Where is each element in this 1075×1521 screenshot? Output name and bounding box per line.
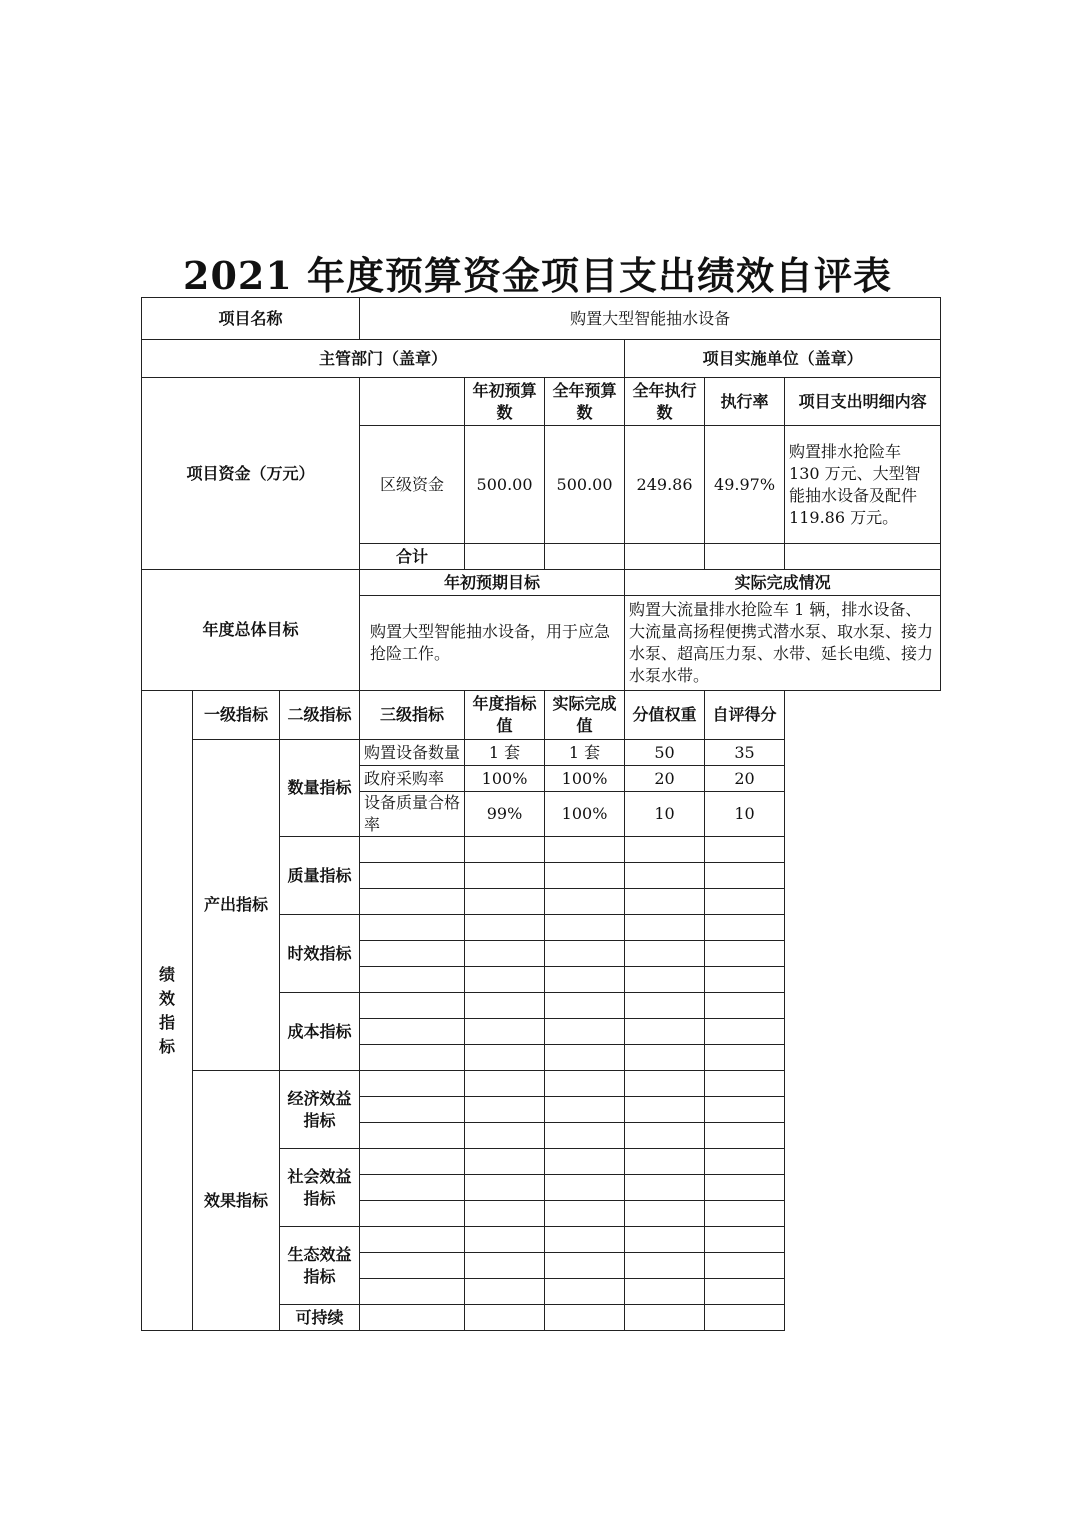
unit-label: 项目实施单位（盖章） — [625, 340, 941, 378]
empty-cell — [705, 1227, 785, 1253]
empty-cell — [465, 1097, 545, 1123]
empty-cell — [545, 1097, 625, 1123]
empty-cell — [705, 941, 785, 967]
empty-cell — [625, 1123, 705, 1149]
empty-cell — [465, 1305, 545, 1331]
empty-cell — [705, 1201, 785, 1227]
empty-cell — [625, 1071, 705, 1097]
funds-initial-budget: 500.00 — [465, 426, 545, 544]
empty-cell — [625, 837, 705, 863]
funds-blank-header — [360, 378, 465, 426]
empty-cell — [465, 967, 545, 993]
funds-label: 项目资金（万元） — [142, 378, 360, 570]
empty-cell — [360, 1149, 465, 1175]
level2-cost: 成本指标 — [280, 993, 360, 1071]
empty-cell — [625, 1097, 705, 1123]
row-actual: 100% — [545, 792, 625, 837]
empty-cell — [625, 889, 705, 915]
empty-cell — [625, 1227, 705, 1253]
empty-cell — [465, 1123, 545, 1149]
empty-cell — [545, 1045, 625, 1071]
empty-cell — [545, 1123, 625, 1149]
row-weight: 10 — [625, 792, 705, 837]
empty-cell — [465, 915, 545, 941]
empty-cell — [545, 1071, 625, 1097]
funds-header-annual-budget: 全年预算数 — [545, 378, 625, 426]
indicators-section-label: 绩效指标 — [142, 691, 193, 1331]
empty-cell — [545, 941, 625, 967]
empty-cell — [360, 1279, 465, 1305]
empty-cell — [360, 993, 465, 1019]
goal-expected: 购置大型智能抽水设备，用于应急抢险工作。 — [360, 596, 625, 691]
page-title: 2021 年度预算资金项目支出绩效自评表 — [183, 253, 892, 298]
header-score: 自评得分 — [705, 691, 785, 740]
header-weight: 分值权重 — [625, 691, 705, 740]
empty-cell — [705, 863, 785, 889]
row-target: 1 套 — [465, 740, 545, 766]
level2-timeliness: 时效指标 — [280, 915, 360, 993]
level2-quantity: 数量指标 — [280, 740, 360, 837]
row-name: 政府采购率 — [360, 766, 465, 792]
empty-cell — [360, 1305, 465, 1331]
empty-cell — [625, 1201, 705, 1227]
row-target: 99% — [465, 792, 545, 837]
empty-cell — [625, 1045, 705, 1071]
empty-cell — [705, 1045, 785, 1071]
row-score: 35 — [705, 740, 785, 766]
empty-cell — [705, 1071, 785, 1097]
empty-cell — [465, 1201, 545, 1227]
row-weight: 50 — [625, 740, 705, 766]
empty-cell — [360, 889, 465, 915]
empty-cell — [545, 863, 625, 889]
empty-cell — [545, 837, 625, 863]
empty-cell — [625, 863, 705, 889]
empty-cell — [360, 967, 465, 993]
empty-cell — [360, 1045, 465, 1071]
funds-total-label: 合计 — [360, 544, 465, 570]
header-level2: 二级指标 — [280, 691, 360, 740]
empty-cell — [705, 1123, 785, 1149]
empty-cell — [625, 1175, 705, 1201]
funds-header-rate: 执行率 — [705, 378, 785, 426]
empty-cell — [705, 1175, 785, 1201]
row-target: 100% — [465, 766, 545, 792]
funds-detail: 购置排水抢险车 130 万元、大型智能抽水设备及配件 119.86 万元。 — [785, 426, 941, 544]
funds-row-label: 区级资金 — [360, 426, 465, 544]
empty-cell — [705, 1305, 785, 1331]
dept-label: 主管部门（盖章） — [142, 340, 625, 378]
empty-cell — [705, 915, 785, 941]
empty-cell — [545, 1019, 625, 1045]
empty-cell — [465, 1253, 545, 1279]
row-name: 设备质量合格率 — [360, 792, 465, 837]
row-weight: 20 — [625, 766, 705, 792]
empty-cell — [545, 1227, 625, 1253]
funds-header-detail: 项目支出明细内容 — [785, 378, 941, 426]
empty-cell — [465, 1045, 545, 1071]
empty-cell — [705, 993, 785, 1019]
empty-cell — [465, 889, 545, 915]
empty-cell — [625, 1019, 705, 1045]
empty-cell — [465, 1227, 545, 1253]
empty-cell — [360, 837, 465, 863]
empty-cell — [360, 1253, 465, 1279]
empty-cell — [545, 1149, 625, 1175]
funds-total-cell — [785, 544, 941, 570]
goal-actual: 购置大流量排水抢险车 1 辆，排水设备、大流量高扬程便携式潜水泵、取水泵、接力水泵、超高压力泵、水带、延长电缆、接力水泵水带。 — [625, 596, 941, 691]
empty-cell — [545, 993, 625, 1019]
funds-header-initial-budget: 年初预算数 — [465, 378, 545, 426]
level2-ecological: 生态效益指标 — [280, 1227, 360, 1305]
empty-cell — [465, 993, 545, 1019]
funds-total-cell — [545, 544, 625, 570]
empty-cell — [360, 1123, 465, 1149]
empty-cell — [360, 1097, 465, 1123]
empty-cell — [625, 1149, 705, 1175]
empty-cell — [705, 1097, 785, 1123]
empty-cell — [625, 915, 705, 941]
goal-expected-label: 年初预期目标 — [360, 570, 625, 596]
row-name: 购置设备数量 — [360, 740, 465, 766]
empty-cell — [465, 1071, 545, 1097]
level2-quality: 质量指标 — [280, 837, 360, 915]
row-score: 10 — [705, 792, 785, 837]
empty-cell — [360, 915, 465, 941]
empty-cell — [705, 1253, 785, 1279]
empty-cell — [465, 863, 545, 889]
header-level3: 三级指标 — [360, 691, 465, 740]
funds-total-cell — [465, 544, 545, 570]
empty-cell — [360, 1019, 465, 1045]
funds-annual-budget: 500.00 — [545, 426, 625, 544]
empty-cell — [705, 889, 785, 915]
funds-total-cell — [705, 544, 785, 570]
empty-cell — [705, 1279, 785, 1305]
goal-actual-label: 实际完成情况 — [625, 570, 941, 596]
row-score: 20 — [705, 766, 785, 792]
empty-cell — [360, 941, 465, 967]
empty-cell — [465, 837, 545, 863]
performance-evaluation-form — [141, 297, 941, 1331]
funds-header-executed: 全年执行数 — [625, 378, 705, 426]
row-actual: 1 套 — [545, 740, 625, 766]
empty-cell — [545, 1279, 625, 1305]
goal-label: 年度总体目标 — [142, 570, 360, 691]
empty-cell — [545, 1175, 625, 1201]
empty-cell — [360, 1071, 465, 1097]
empty-cell — [545, 967, 625, 993]
empty-cell — [545, 915, 625, 941]
empty-cell — [545, 1253, 625, 1279]
funds-rate: 49.97% — [705, 426, 785, 544]
empty-cell — [625, 941, 705, 967]
empty-cell — [465, 1175, 545, 1201]
empty-cell — [705, 967, 785, 993]
empty-cell — [545, 889, 625, 915]
empty-cell — [465, 1149, 545, 1175]
empty-cell — [465, 1279, 545, 1305]
empty-cell — [545, 1201, 625, 1227]
level2-economic: 经济效益指标 — [280, 1071, 360, 1149]
empty-cell — [625, 967, 705, 993]
level1-effect: 效果指标 — [193, 1071, 280, 1331]
funds-total-cell — [625, 544, 705, 570]
level2-sustainable: 可持续 — [280, 1305, 360, 1331]
empty-cell — [625, 1279, 705, 1305]
empty-cell — [360, 1227, 465, 1253]
empty-cell — [625, 1305, 705, 1331]
project-name-value: 购置大型智能抽水设备 — [360, 298, 941, 340]
header-actual: 实际完成值 — [545, 691, 625, 740]
empty-cell — [360, 863, 465, 889]
empty-cell — [360, 1175, 465, 1201]
empty-cell — [545, 1305, 625, 1331]
empty-cell — [465, 941, 545, 967]
empty-cell — [705, 837, 785, 863]
project-name-label: 项目名称 — [142, 298, 360, 340]
empty-cell — [625, 993, 705, 1019]
empty-cell — [360, 1201, 465, 1227]
header-target: 年度指标值 — [465, 691, 545, 740]
empty-cell — [625, 1253, 705, 1279]
empty-cell — [705, 1149, 785, 1175]
empty-cell — [465, 1019, 545, 1045]
funds-executed: 249.86 — [625, 426, 705, 544]
level2-social: 社会效益指标 — [280, 1149, 360, 1227]
empty-cell — [705, 1019, 785, 1045]
level1-output: 产出指标 — [193, 740, 280, 1071]
row-actual: 100% — [545, 766, 625, 792]
header-level1: 一级指标 — [193, 691, 280, 740]
